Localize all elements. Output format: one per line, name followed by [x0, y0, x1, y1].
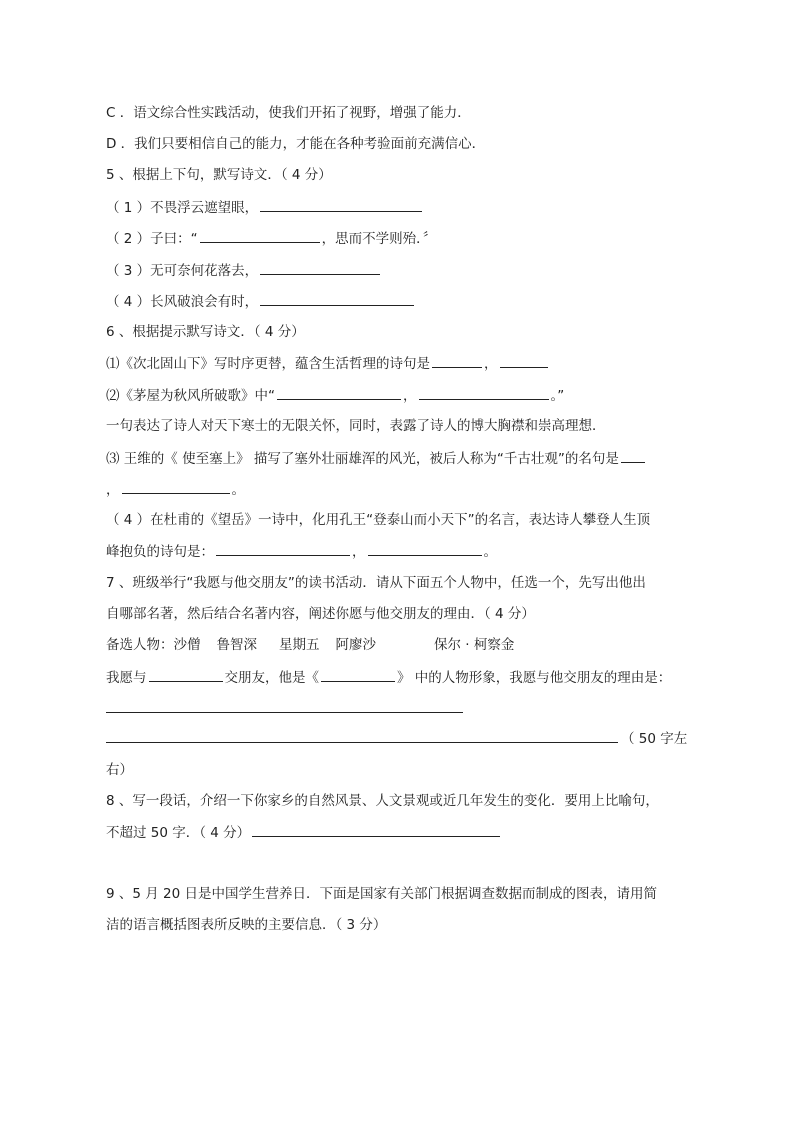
q6-1-text-b: ， [484, 356, 498, 372]
q5-2-text-a: （ 2 ）子曰：“ [106, 231, 198, 247]
candidate: 保尔 · 柯察金 [434, 637, 515, 653]
question-9-line-1: 9 、5 月 20 日是中国学生营养日．下面是国家有关部门根据调查数据而制成的图表，请用简 [106, 886, 658, 902]
answer-blank[interactable] [252, 822, 500, 837]
answer-blank[interactable] [260, 291, 414, 306]
question-8-line-1: 8 、写一段话，介绍一下你家乡的自然风景、人文景观或近几年发生的变化．要用上比喻句， [106, 793, 659, 809]
question-6-item-3 [106, 448, 647, 469]
answer-blank[interactable] [321, 667, 395, 682]
question-5-item-1 [106, 197, 424, 218]
q6-2-text-a: ⑵《茅屋为秋风所破歌》中“ [106, 388, 275, 404]
candidates-label: 备选人物： [106, 637, 174, 653]
question-7-word-limit-cont: 右） [106, 762, 133, 778]
answer-blank[interactable] [260, 260, 380, 275]
q6-1-text-a: ⑴《次北固山下》写时序更替，蕴含生活哲理的诗句是 [106, 356, 430, 372]
answer-blank[interactable] [216, 541, 350, 556]
answer-blank[interactable] [277, 385, 401, 400]
question-6-item-1 [106, 353, 550, 374]
question-6-item-4: （ 4 ）在杜甫的《望岳》一诗中，化用孔王“登泰山而小天下”的名言，表达诗人攀登人生顶 [106, 512, 651, 528]
question-5-title: 5 、根据上下句，默写诗文．（ 4 分） [106, 167, 332, 183]
q6-2-text-c: 。” [550, 388, 565, 404]
q5-3-text: （ 3 ）无可奈何花落去， [106, 263, 259, 279]
question-5-item-4 [106, 291, 416, 312]
q6-3-text-b: ， [106, 482, 120, 498]
question-7-line-1: 7 、班级举行“我愿与他交朋友”的读书活动．请从下面五个人物中，任选一个，先写出他出 [106, 575, 646, 591]
question-5-item-3 [106, 260, 382, 281]
answer-blank[interactable] [200, 228, 320, 243]
answer-line[interactable] [106, 742, 618, 743]
candidate: 鲁智深 [216, 637, 257, 653]
answer-line[interactable] [106, 712, 463, 713]
question-6-item-2-desc: 一句表达了诗人对天下寒士的无限关怀，同时，表露了诗人的博大胸襟和崇高理想． [106, 418, 606, 434]
q6-4-text-b: 峰抱负的诗句是： [106, 544, 214, 560]
q5-2-text-b: ，思而不学则殆．〞 [321, 231, 437, 247]
question-7-candidates [106, 635, 514, 655]
question-9-line-2: 洁的语言概括图表所反映的主要信息．（ 3 分） [106, 917, 387, 933]
q5-4-text: （ 4 ）长风破浪会有时， [106, 294, 259, 310]
question-6-item-4-cont [106, 541, 497, 562]
q6-4-text-c: ， [352, 544, 366, 560]
question-8-line-2 [106, 822, 502, 843]
answer-blank[interactable] [149, 667, 223, 682]
q8-text-b: 不超过 50 字．（ 4 分） [106, 825, 251, 841]
q6-3-text-c: 。 [231, 482, 245, 498]
q7-fill-b: 交朋友，他是《 [224, 670, 319, 686]
option-d: D ．我们只要相信自己的能力，才能在各种考验面前充满信心． [106, 136, 486, 152]
answer-blank[interactable] [260, 197, 422, 212]
answer-blank[interactable] [419, 385, 549, 400]
question-5-item-2 [106, 228, 436, 249]
q6-3-text-a: ⑶ 王维的《 使至塞上》 描写了塞外壮丽雄浑的风光，被后人称为“千古壮观”的名句是 [106, 451, 619, 467]
candidate: 星期五 [279, 637, 320, 653]
answer-blank[interactable] [368, 541, 482, 556]
answer-blank[interactable] [432, 353, 482, 368]
question-7-word-limit: （ 50 字左 [621, 731, 688, 747]
answer-blank[interactable] [500, 353, 548, 368]
question-6-item-3-cont [106, 479, 245, 500]
question-6-title: 6 、根据提示默写诗文．（ 4 分） [106, 324, 305, 340]
answer-blank[interactable] [621, 448, 645, 463]
question-6-item-2 [106, 385, 564, 406]
q6-2-text-b: ， [403, 388, 417, 404]
candidate: 沙僧 [173, 637, 201, 653]
answer-blank[interactable] [122, 479, 230, 494]
question-7-line-2: 自哪部名著，然后结合名著内容，阐述你愿与他交朋友的理由．（ 4 分） [106, 606, 535, 622]
q5-1-text: （ 1 ）不畏浮云遮望眼， [106, 200, 259, 216]
question-7-fill [106, 667, 671, 688]
option-c: C ．语文综合性实践活动，使我们开拓了视野，增强了能力． [106, 105, 471, 121]
candidate: 阿廖沙 [335, 637, 376, 653]
q7-fill-a: 我愿与 [106, 670, 147, 686]
q6-4-text-d: 。 [483, 544, 497, 560]
q7-fill-c: 》 中的人物形象，我愿与他交朋友的理由是： [397, 670, 672, 686]
